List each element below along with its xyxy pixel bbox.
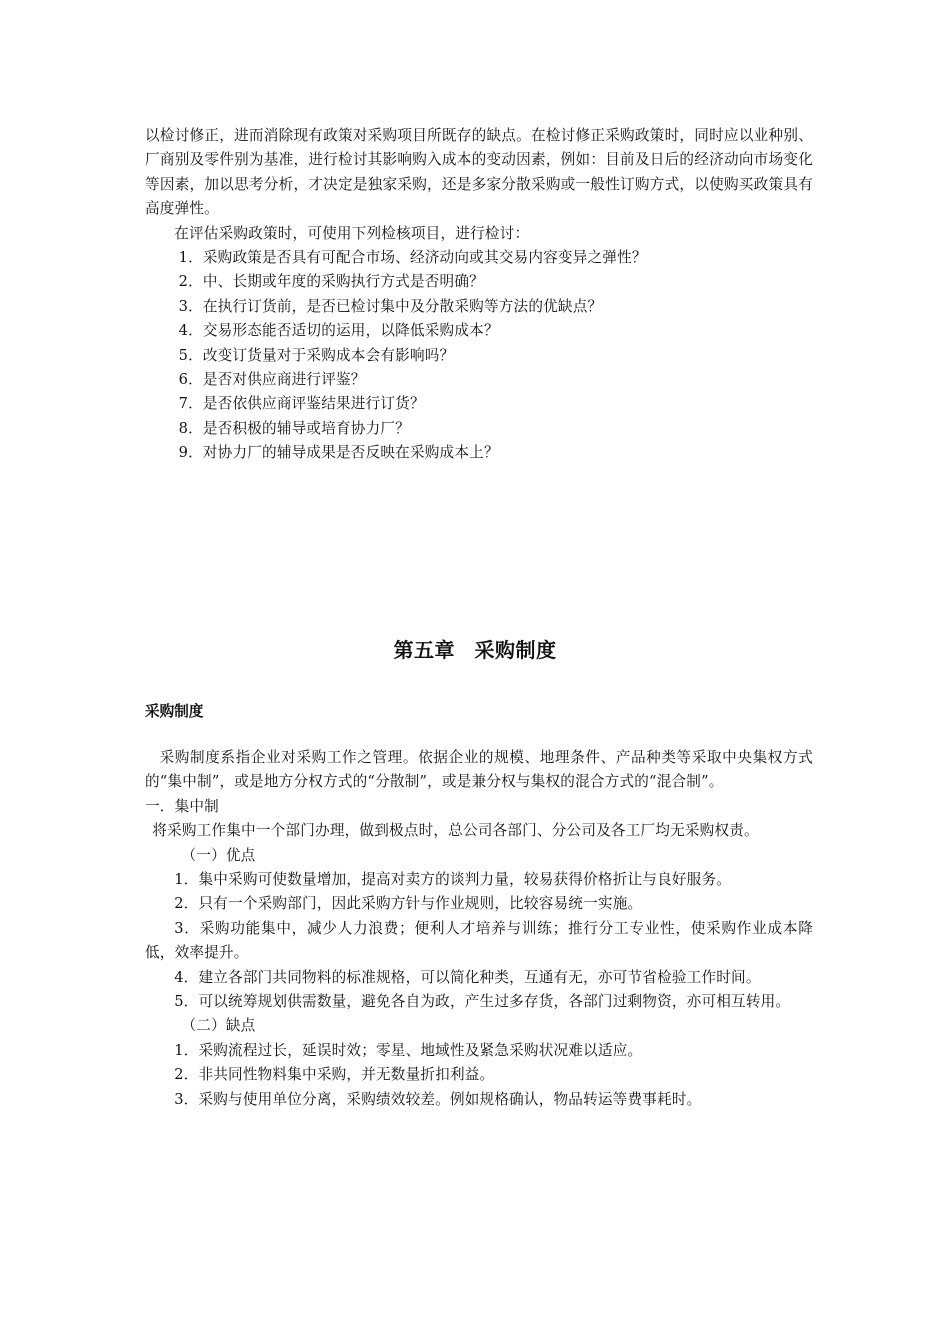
advantages-heading: （一）优点 xyxy=(181,846,256,864)
centralized-heading: 一．集中制 xyxy=(145,797,219,815)
policy-review-block xyxy=(145,124,813,466)
disadvantages-heading: （二）缺点 xyxy=(181,1017,256,1035)
chapter-title: 第五章 采购制度 xyxy=(393,638,557,662)
continuation-paragraph: 以检讨修正，进而消除现有政策对采购项目所既存的缺点。在检讨修正采购政策时，同时应以业种别、厂商别及零件别为基准，进行检讨其影响购入成本的变动因素，例如：目前及日后的经济动向市场变化等因素，加以思考分析，才决定是独家采购，还是多家分散采购或一般性订购方式，以使购买政策具有高度弹性。 xyxy=(145,127,813,218)
procurement-system-body xyxy=(145,746,813,1112)
disadvantage-item-3: 3．采购与使用单位分离，采购绩效较差。例如规格确认，物品转运等费事耗时。 xyxy=(174,1090,702,1108)
advantage-item-2: 2．只有一个采购部门，因此采购方针与作业规则，比较容易统一实施。 xyxy=(174,895,643,913)
advantage-item-1: 1．集中采购可使数量增加，提高对卖方的谈判力量，较易获得价格折让与良好服务。 xyxy=(174,871,732,889)
checklist-intro: 在评估采购政策时，可使用下列检核项目，进行检讨： xyxy=(174,224,530,242)
checklist-item-4: 4．交易形态能否适切的运用，以降低采购成本？ xyxy=(178,322,499,340)
disadvantage-item-1: 1．采购流程过长，延误时效；零星、地域性及紧急采购状况难以适应。 xyxy=(174,1041,643,1059)
advantage-item-5: 5．可以统筹规划供需数量，避免各自为政，产生过多存货，各部门过剩物资，亦可相互转用。 xyxy=(174,993,791,1011)
advantage-item-3: 3．采购功能集中，减少人力浪费；便利人才培养与训练；推行分工专业性，使采购作业成本降低，效率提升。 xyxy=(145,919,813,962)
system-intro-paragraph: 采购制度系指企业对采购工作之管理。依据企业的规模、地理条件、产品种类等采取中央集权方式的“集中制”，或是地方分权方式的“分散制”，或是兼分权与集权的混合方式的“混合制”。 xyxy=(145,749,813,791)
checklist-item-5: 5．改变订货量对于采购成本会有影响吗？ xyxy=(178,346,455,364)
checklist-item-1: 1．采购政策是否具有可配合市场、经济动向或其交易内容变异之弹性？ xyxy=(178,249,647,267)
disadvantage-item-2: 2．非共同性物料集中采购，并无数量折扣利益。 xyxy=(174,1066,495,1084)
checklist-item-6: 6．是否对供应商进行评鉴？ xyxy=(178,371,366,389)
checklist-item-9: 9．对协力厂的辅导成果是否反映在采购成本上？ xyxy=(178,444,499,462)
checklist-item-7: 7．是否依供应商评鉴结果进行订货？ xyxy=(178,395,425,413)
advantage-item-4: 4．建立各部门共同物料的标准规格，可以简化种类，互通有无，亦可节省检验工作时间。 xyxy=(174,968,761,986)
centralized-description: 将采购工作集中一个部门办理，做到极点时，总公司各部门、分公司及各工厂均无采购权责。 xyxy=(152,822,759,840)
checklist-item-3: 3．在执行订货前，是否已检讨集中及分散采购等方法的优缺点？ xyxy=(178,297,603,315)
checklist-item-2: 2．中、长期或年度的采购执行方式是否明确？ xyxy=(178,273,484,291)
checklist-item-8: 8．是否积极的辅导或培育协力厂？ xyxy=(178,419,410,437)
section-title: 采购制度 xyxy=(145,703,204,720)
